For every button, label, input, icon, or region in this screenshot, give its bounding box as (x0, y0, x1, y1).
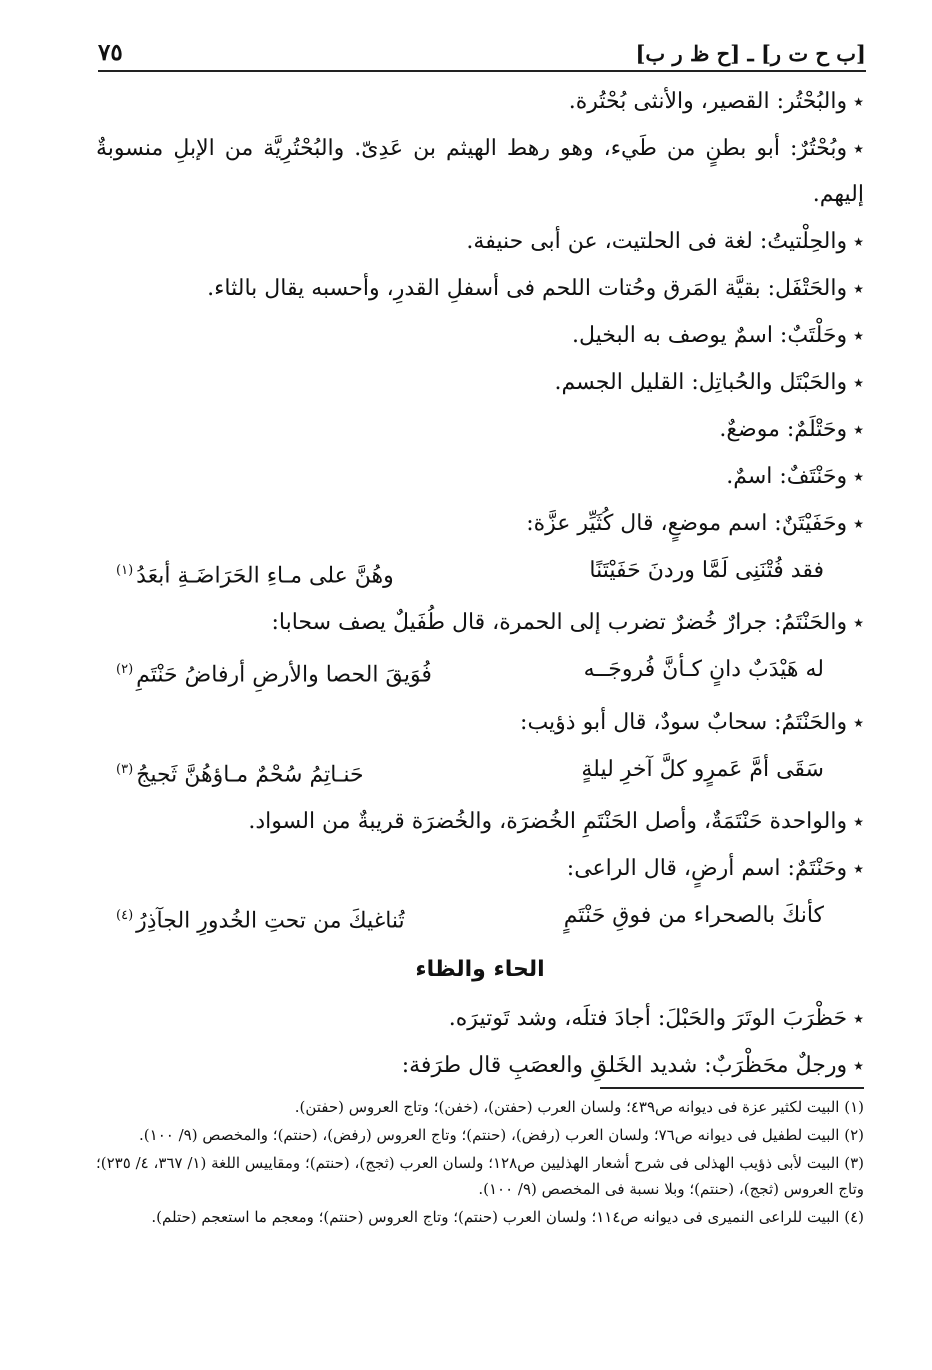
entry-text: والحَنْتَمُ: جرارٌ خُضرٌ تضرب إلى الحمرة، قال طُفَيلٌ يصف سحابا: (271, 610, 848, 636)
entry-paragraph (96, 265, 864, 312)
entry-paragraph (96, 406, 864, 453)
verse-second-hemistich-text: حَنـاتِمُ سُحْمٌ مـاؤهُنَّ ثَجيجُ (136, 761, 364, 787)
verse-line (96, 646, 864, 698)
entry-star-icon: ٭ (853, 229, 864, 253)
entry-star-icon: ٭ (853, 855, 864, 880)
entry-paragraph (96, 1042, 864, 1089)
entry-text: والحِلْتيتُ: لغة فى الحلتيت، عن أبى حنيفة. (466, 229, 848, 254)
verse-first-hemistich: سَقَى أمَّ عَمرٍو كلَّ آخرِ ليلةٍ (581, 756, 824, 782)
entry-paragraph (96, 453, 864, 500)
entry-paragraph (96, 312, 864, 359)
footnote-item: (١) البيت لكثير عزة فى ديوانه ص٤٣٩؛ ولسان العرب (حفتن)، (خفن)؛ وتاج العروس (حفتن). (294, 1098, 864, 1116)
entry-text: وحَنْتَمٌ: اسم أرضٍ، قال الراعى: (566, 855, 848, 881)
entry-paragraph (96, 699, 864, 746)
entry-star-icon: ٭ (853, 417, 864, 441)
entry-text: والبُحْتُر: القصير، والأنثى بُحْتُرة. (568, 89, 848, 114)
entry-paragraph (96, 218, 864, 265)
verse-second-hemistich-text: فُوَيقَ الحصا والأرضِ أرفاضُ حَنْتَمِ (136, 662, 432, 688)
entry-paragraph (96, 359, 864, 406)
footnote-item: (٤) البيت للراعى النميرى فى ديوانه ص١١٤؛ ولسان العرب (حنتم)؛ وتاج العروس (حنتم)؛ ومعجم ما استعجم (حتلم). (151, 1208, 864, 1226)
verse-second-hemistich-text: تُناغيكَ من تحتِ الخُدورِ الجآذِرُ (136, 908, 405, 934)
footnotes (96, 1094, 864, 1232)
page-number: ٧٥ (98, 39, 123, 66)
entry-paragraph (96, 78, 864, 125)
entry-star-icon: ٭ (853, 511, 864, 535)
verse-second-hemistich (116, 892, 405, 944)
entry-text: والحَبْتَل والحُباتِل: القليل الجسم. (554, 370, 848, 395)
entry-star-icon: ٭ (853, 136, 864, 160)
entry-star-icon: ٭ (853, 323, 864, 347)
verse-first-hemistich: له هَيْدَبٌ دانٍ كـأنَّ فُروجَــه (583, 657, 824, 683)
entry-star-icon: ٭ (853, 1006, 864, 1031)
entry-star-icon: ٭ (853, 610, 864, 635)
entry-text: حَظْرَبَ الوتَرَ والحَبْلَ: أجادَ فتلَه، وشد تَوتيرَه. (448, 1006, 848, 1032)
entry-paragraph (96, 500, 864, 547)
entry-star-icon: ٭ (853, 709, 864, 734)
entry-star-icon: ٭ (853, 370, 864, 394)
entry-star-icon: ٭ (853, 276, 864, 300)
entry-star-icon: ٭ (853, 464, 864, 488)
entry-text: وحَنْتَفٌ: اسمٌ. (726, 464, 848, 489)
verse-first-hemistich: فقد فُتْنَنِى لَمَّا وردنَ حَفَيْتَنًا (589, 558, 824, 583)
entry-star-icon: ٭ (853, 1053, 864, 1078)
entry-star-icon: ٭ (853, 89, 864, 113)
main-text (96, 78, 864, 1089)
entry-text: وحَلْتَبٌ: اسمٌ يوصف به البخيل. (571, 323, 848, 348)
entry-star-icon: ٭ (853, 808, 864, 833)
entry-paragraph (96, 995, 864, 1042)
verse-first-hemistich: كأنكَ بالصحراء من فوقِ حَنْتَمٍ (563, 902, 824, 928)
footnote-marker[interactable]: (٣) (116, 761, 134, 777)
entry-paragraph (96, 845, 864, 892)
entry-text: وحَفَيْتَنٌ: اسم موضعٍ، قال كُثَيِّر عزَّة: (526, 511, 848, 536)
section-title: الحاء والظاء (415, 957, 545, 983)
footnote-item: (٣) البيت لأبى ذؤيب الهذلى فى شرح أشعار الهذليين ص١٢٨؛ ولسان العرب (ثجج)، (حنتم)؛ ومقاييس اللغة (١/ ٣٦٧، ٤/ ٢٣٥)؛ وتاج العروس (ثجج)، (حنتم)؛ وبلا نسبة فى المخصص (٩/ ١٠٠). (96, 1154, 864, 1198)
footnote-marker[interactable]: (١) (116, 563, 134, 578)
footnote-marker[interactable]: (٤) (116, 907, 134, 923)
verse-second-hemistich (116, 646, 432, 698)
entry-paragraph (96, 599, 864, 646)
entry-text: ورجلٌ محَظْرَبٌ: شديد الخَلقِ والعصَبِ قال طرَفة: (401, 1053, 848, 1079)
verse-line (96, 746, 864, 798)
verse-line (96, 547, 864, 599)
footnote-marker[interactable]: (٢) (116, 662, 134, 678)
running-title: [ب ح ت ر] ـ [ح ظ ر ب] (635, 41, 866, 66)
footnote-separator (600, 1087, 864, 1089)
footnote-item: (٢) البيت لطفيل فى ديوانه ص٧٦؛ ولسان العرب (رفض)، (حنتم)؛ وتاج العروس (رفض)، (حنتم)؛ والمخصص (٩/ ١٠٠). (139, 1126, 864, 1144)
entry-text: وبُحْتُرٌ: أبو بطنٍ من طَيء، وهو رهط الهيثم بن عَدِىّ. والبُحْتُرِيَّة من الإبلِ منسوبةٌ إليهم. (96, 136, 864, 207)
entry-text: والحَنْتَمُ: سحابٌ سودٌ، قال أبو ذؤيب: (520, 709, 848, 735)
entry-text: والحَتْفَل: بقيَّة المَرق وحُتات اللحم فى أسفلِ القدرِ، وأحسبه يقال بالثاء. (207, 276, 848, 301)
entry-paragraph (96, 125, 864, 218)
verse-second-hemistich (116, 547, 394, 599)
entry-text: والواحدة حَنْتَمَةٌ، وأصل الحَنْتَمِ الخُضرَة، والخُضرَة قريبةٌ من السواد. (248, 808, 848, 834)
entry-paragraph (96, 798, 864, 845)
page-header (98, 30, 866, 72)
verse-line (96, 892, 864, 944)
verse-second-hemistich-text: وهُنَّ على مـاءِ الحَرَاضَـةِ أبعَدُ (136, 563, 394, 589)
entry-text: وحَتْلَمٌ: موضعٌ. (719, 417, 848, 442)
verse-second-hemistich (116, 746, 364, 798)
